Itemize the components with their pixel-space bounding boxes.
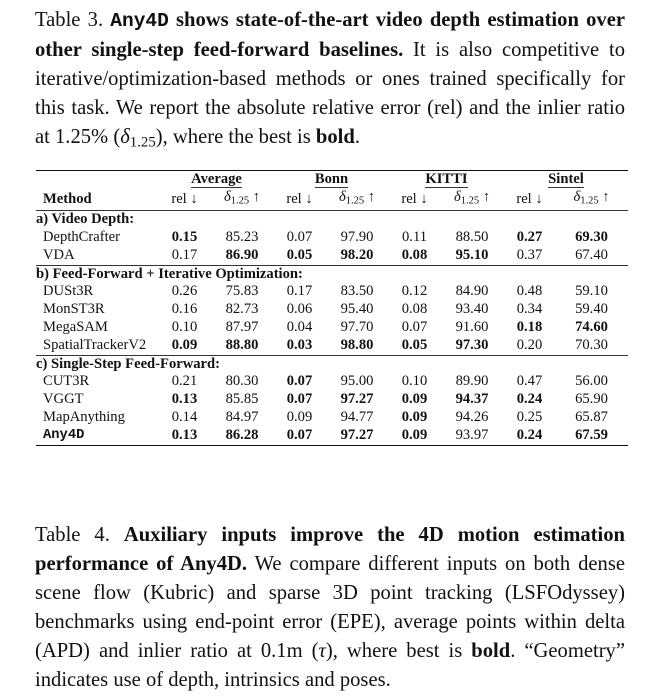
value-cell: 0.13: [171, 426, 198, 443]
section-title: a) Video Depth:: [36, 211, 135, 228]
value-cell: 86.90: [225, 246, 259, 263]
value-cell: 95.40: [340, 301, 374, 318]
value-cell: 0.15: [171, 229, 198, 246]
value-cell: 95.00: [340, 373, 374, 390]
delta-arrow: ↑: [252, 188, 261, 205]
table3-caption-end: ), where the best is: [155, 126, 316, 148]
value-cell: 83.50: [340, 283, 374, 300]
value-cell: 93.40: [455, 301, 489, 318]
method-cell: DepthCrafter: [43, 229, 120, 246]
value-cell: 0.06: [286, 301, 313, 318]
value-cell: 0.03: [286, 336, 313, 353]
value-cell: 98.80: [340, 336, 374, 353]
delta-symbol: δ: [338, 188, 346, 205]
metric-header-rel: rel ↓: [516, 190, 543, 207]
value-cell: 94.37: [455, 391, 489, 408]
table-row: [36, 373, 628, 391]
delta-symbol: δ: [573, 188, 581, 205]
table-row: [36, 427, 628, 445]
table3-caption: [35, 6, 625, 158]
value-cell: 0.09: [401, 426, 428, 443]
delta-arrow: ↑: [602, 188, 610, 205]
group-header-row: [36, 171, 628, 189]
method-cell: MapAnything: [43, 408, 125, 425]
metric-header-delta: [210, 189, 274, 211]
method-cell: SpatialTrackerV2: [43, 336, 147, 353]
value-cell: 59.40: [575, 301, 608, 318]
value-cell: 98.20: [340, 246, 374, 263]
value-cell: 0.18: [516, 319, 543, 335]
value-cell: 0.11: [402, 229, 427, 246]
section-title: c) Single-Step Feed-Forward:: [36, 355, 221, 372]
method-cell: CUT3R: [43, 373, 90, 390]
value-cell: 0.25: [516, 408, 543, 425]
value-cell: 0.24: [516, 391, 543, 408]
delta-arrow: ↑: [482, 188, 491, 205]
table-row: [36, 409, 628, 427]
value-cell: 0.08: [401, 246, 428, 263]
value-cell: 0.10: [401, 373, 428, 390]
value-cell: 97.90: [340, 229, 374, 246]
value-cell: 0.34: [516, 301, 543, 318]
value-cell: 0.07: [401, 319, 428, 335]
value-cell: 0.37: [516, 246, 543, 263]
value-cell: 97.30: [455, 336, 489, 353]
delta-subscript: 1.25: [460, 195, 480, 207]
value-cell: 94.77: [340, 408, 374, 425]
value-cell: 88.50: [455, 229, 489, 246]
value-cell: 85.85: [225, 391, 259, 408]
value-cell: 0.17: [171, 246, 198, 263]
method-cell: MegaSAM: [43, 319, 108, 335]
table4-caption-bold: Auxiliary inputs improve the 4D motion estimation performance of Any4D.: [35, 524, 625, 575]
table3-caption-best: bold: [315, 126, 355, 148]
value-cell: 0.14: [171, 408, 198, 425]
table3-caption-bold: shows state-of-the-art video depth estimation over other single-step feed-forward baselines.: [35, 9, 625, 61]
table-row: [36, 319, 628, 337]
value-cell: 75.83: [225, 283, 259, 300]
value-cell: 84.97: [225, 408, 259, 425]
value-cell: 80.30: [225, 373, 259, 390]
value-cell: 0.12: [401, 283, 428, 300]
method-cell: Any4D: [43, 427, 85, 443]
value-cell: 0.21: [171, 373, 198, 390]
metric-header-rel: rel ↓: [286, 190, 313, 207]
value-cell: 0.07: [286, 373, 313, 390]
delta-subscript: 1.25: [345, 195, 365, 207]
delta-symbol: δ: [223, 188, 231, 205]
table4-caption: [35, 521, 625, 695]
delta-subscript: 1.25: [230, 195, 250, 207]
method-cell: DUSt3R: [43, 283, 94, 300]
table4-caption-tau: τ: [318, 640, 326, 662]
table-row: [36, 283, 628, 301]
value-cell: 65.87: [575, 408, 608, 425]
value-cell: 93.97: [455, 426, 489, 443]
value-cell: 56.00: [575, 373, 608, 390]
table-row: [36, 301, 628, 319]
section-header-row: [36, 211, 628, 229]
value-cell: 70.30: [575, 336, 608, 353]
value-cell: 67.40: [575, 246, 608, 263]
value-cell: 0.09: [401, 391, 428, 408]
value-cell: 74.60: [575, 319, 608, 335]
delta-arrow: ↑: [367, 188, 376, 205]
value-cell: 0.24: [516, 426, 543, 443]
value-cell: 69.30: [575, 229, 608, 246]
value-cell: 84.90: [455, 283, 489, 300]
value-cell: 97.27: [340, 391, 374, 408]
method-cell: MonST3R: [43, 301, 105, 318]
value-cell: 0.09: [171, 336, 198, 353]
value-cell: 91.60: [455, 319, 489, 335]
value-cell: 86.28: [225, 426, 259, 443]
value-cell: 0.05: [286, 246, 313, 263]
value-cell: 67.59: [575, 426, 608, 443]
metric-header-row: [36, 189, 628, 211]
table3-caption-period: .: [354, 126, 360, 148]
group-header-spacer: [36, 171, 159, 189]
table4-caption-label: Table 4.: [35, 524, 110, 546]
value-cell: 0.07: [286, 229, 313, 246]
value-cell: 94.26: [455, 408, 489, 425]
value-cell: 59.10: [575, 283, 608, 300]
metric-header-delta: [440, 189, 504, 211]
value-cell: 65.90: [575, 391, 608, 408]
value-cell: 0.04: [286, 319, 313, 335]
delta-subscript: 1.25: [580, 195, 599, 207]
metric-header-rel: rel ↓: [171, 190, 198, 207]
value-cell: 0.08: [401, 301, 428, 318]
table3-caption-delta-sub: 1.25: [129, 134, 156, 151]
value-cell: 88.80: [225, 336, 259, 353]
table3-caption-delta: δ: [120, 126, 130, 148]
table-row: [36, 337, 628, 355]
table-row: [36, 391, 628, 409]
section-header-row: [36, 355, 628, 373]
section-header-row: [36, 265, 628, 283]
value-cell: 89.90: [455, 373, 489, 390]
value-cell: 0.47: [516, 373, 543, 390]
table3-caption-method-name: Any4D: [110, 10, 169, 32]
group-header-kitti: KITTI: [425, 171, 468, 187]
value-cell: 85.23: [225, 229, 259, 246]
value-cell: 0.20: [516, 336, 543, 353]
value-cell: 0.09: [286, 408, 313, 425]
group-header-bonn: Bonn: [314, 171, 349, 187]
table4-caption-tail: . “Geometry” indicates use of depth, intrinsics and poses.: [35, 640, 625, 691]
table3-caption-body: It is also competitive to iterative/optimization-based methods or ones trained specifically for this task. We report the absolute relative error (rel) and the inlier ratio at 1.25% (: [35, 39, 626, 148]
table-row: [36, 247, 628, 265]
value-cell: 0.05: [401, 336, 428, 353]
group-header-average: Average: [191, 171, 242, 187]
value-cell: 0.09: [401, 408, 428, 425]
value-cell: 87.97: [225, 319, 259, 335]
value-cell: 0.17: [286, 283, 313, 300]
value-cell: 0.27: [516, 229, 543, 246]
method-header: Method: [43, 190, 92, 207]
metric-header-delta: [325, 189, 389, 211]
metric-header-rel: rel ↓: [401, 190, 428, 207]
value-cell: 82.73: [225, 301, 259, 318]
section-title: b) Feed-Forward + Iterative Optimization:: [36, 265, 303, 282]
results-table: [36, 170, 628, 446]
method-cell: VDA: [43, 246, 75, 263]
table-row: [36, 229, 628, 247]
value-cell: 0.07: [286, 391, 313, 408]
method-cell: VGGT: [43, 391, 84, 408]
value-cell: 97.27: [340, 426, 374, 443]
value-cell: 0.26: [171, 283, 198, 300]
value-cell: 0.10: [171, 319, 198, 335]
table3-caption-label: Table 3.: [35, 9, 104, 31]
value-cell: 97.70: [340, 319, 374, 335]
table4-caption-body: We compare different inputs on both dense scene flow (Kubric) and sparse 3D point tracking (LSFOdyssey) benchmarks using end-point error (EPE), average points within delta (APD) and inlier ratio at 0.1m (: [35, 553, 625, 662]
value-cell: 0.16: [171, 301, 198, 318]
table4-caption-best: bold: [471, 640, 511, 662]
group-header-sintel: Sintel: [548, 171, 584, 187]
delta-symbol: δ: [453, 188, 461, 205]
value-cell: 0.48: [516, 283, 543, 300]
table4-caption-end: ), where best is: [325, 640, 472, 662]
results-table-body: [36, 171, 628, 446]
value-cell: 0.07: [286, 426, 313, 443]
value-cell: 0.13: [171, 391, 198, 408]
metric-header-delta: [555, 189, 628, 211]
value-cell: 95.10: [455, 246, 489, 263]
